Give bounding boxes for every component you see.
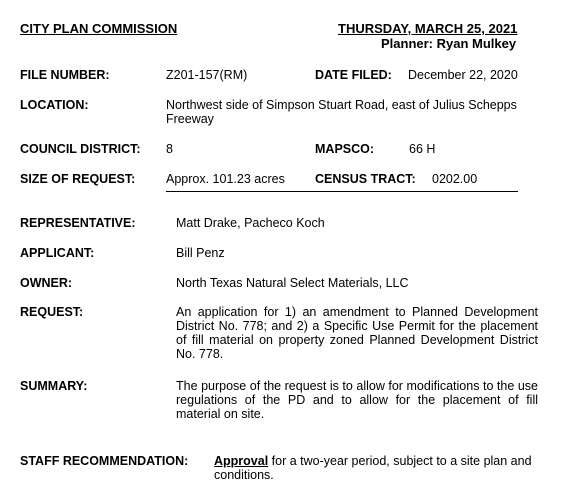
applicant-value: Bill Penz <box>176 246 225 260</box>
representative-value: Matt Drake, Pacheco Koch <box>176 216 325 230</box>
location-label: LOCATION: <box>20 98 89 112</box>
section-divider <box>166 191 518 192</box>
council-district-value: 8 <box>166 142 173 156</box>
file-number-label: FILE NUMBER: <box>20 68 110 82</box>
mapsco-value: 66 H <box>409 142 436 156</box>
census-tract-label: CENSUS TRACT: <box>315 172 416 186</box>
size-of-request-value: Approx. 101.23 acres <box>166 172 285 186</box>
size-of-request-label: SIZE OF REQUEST: <box>20 172 136 186</box>
summary-value: The purpose of the request is to allow for modifications to the use regulations of the PD and to allow for the placement of fill material on site. <box>176 379 538 421</box>
date-filed-label: DATE FILED: <box>315 68 392 82</box>
file-number-value: Z201-157(RM) <box>166 68 248 82</box>
owner-label: OWNER: <box>20 276 73 290</box>
council-district-label: COUNCIL DISTRICT: <box>20 142 141 156</box>
recommendation-rest: for a two-year period, subject to a site plan and conditions. <box>214 454 532 482</box>
request-value: An application for 1) an amendment to Planned Development District No. 778; and 2) a Specific Use Permit for the placement of fill material on property zoned Planned Development District No. 778. <box>176 305 538 361</box>
staff-recommendation-text <box>214 454 544 482</box>
representative-label: REPRESENTATIVE: <box>20 216 136 230</box>
meeting-date: THURSDAY, MARCH 25, 2021 <box>338 21 518 36</box>
applicant-label: APPLICANT: <box>20 246 95 260</box>
census-tract-value: 0202.00 <box>432 172 478 186</box>
mapsco-label: MAPSCO: <box>315 142 375 156</box>
date-filed-value: December 22, 2020 <box>408 68 518 82</box>
location-value: Northwest side of Simpson Stuart Road, east of Julius Schepps Freeway <box>166 98 517 126</box>
summary-label: SUMMARY: <box>20 379 88 393</box>
staff-recommendation-label: STAFF RECOMMENDATION: <box>20 454 189 468</box>
request-label: REQUEST: <box>20 305 84 319</box>
commission-heading: CITY PLAN COMMISSION <box>20 21 178 36</box>
owner-value: North Texas Natural Select Materials, LLC <box>176 276 409 290</box>
approval-term: Approval <box>214 454 269 468</box>
planner-name: Planner: Ryan Mulkey <box>381 36 517 51</box>
